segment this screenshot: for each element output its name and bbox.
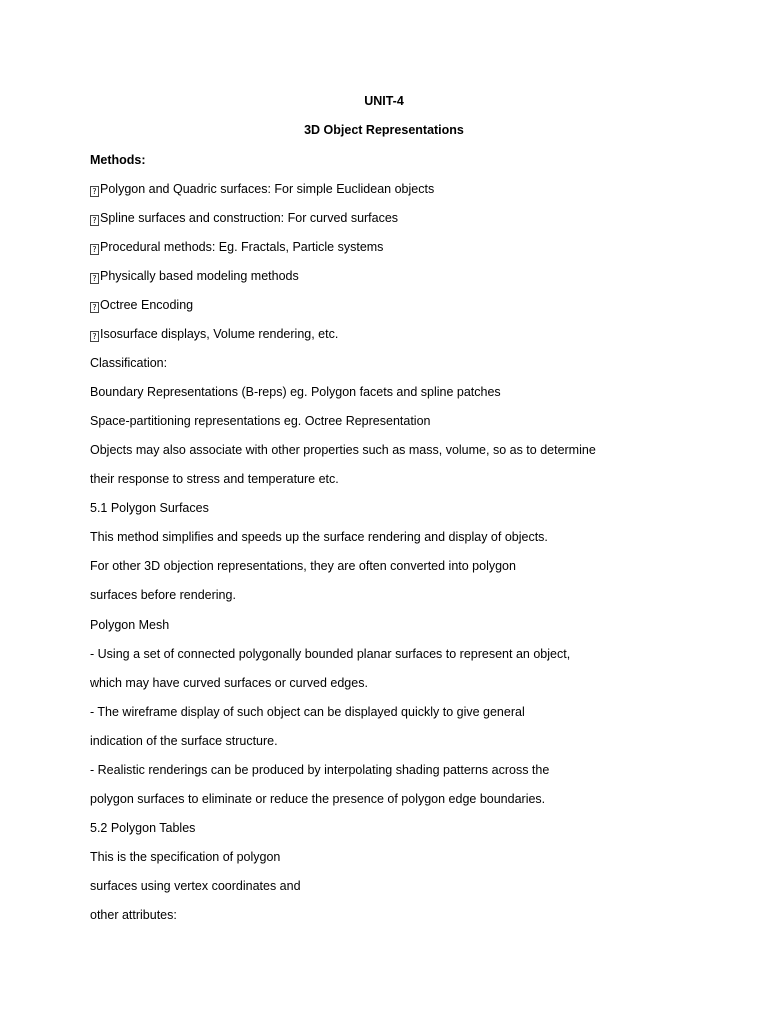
list-item-text: Procedural methods: Eg. Fractals, Particle systems	[100, 240, 384, 254]
paragraph-line: This method simplifies and speeds up the surface rendering and display of objects.	[90, 530, 548, 544]
paragraph-line: - The wireframe display of such object can be displayed quickly to give general	[90, 705, 525, 719]
paragraph-line: indication of the surface structure.	[90, 734, 278, 748]
list-item	[90, 239, 383, 255]
section-heading-5-2: 5.2 Polygon Tables	[90, 821, 196, 835]
bullet-icon: ?	[90, 244, 99, 255]
paragraph-line: - Using a set of connected polygonally bounded planar surfaces to represent an object,	[90, 647, 571, 661]
paragraph-line: Space-partitioning representations eg. Octree Representation	[90, 414, 431, 428]
section-heading-5-1: 5.1 Polygon Surfaces	[90, 501, 209, 515]
paragraph-line: their response to stress and temperature etc.	[90, 472, 339, 486]
paragraph-line: Objects may also associate with other properties such as mass, volume, so as to determine	[90, 443, 596, 457]
list-item	[90, 268, 299, 284]
paragraph-line: Boundary Representations (B-reps) eg. Polygon facets and spline patches	[90, 385, 501, 399]
polygon-mesh-heading: Polygon Mesh	[90, 618, 170, 632]
list-item-text: Physically based modeling methods	[100, 269, 299, 283]
list-item-text: Spline surfaces and construction: For curved surfaces	[100, 211, 399, 225]
paragraph-line: surfaces using vertex coordinates and	[90, 879, 301, 893]
list-item-text: Polygon and Quadric surfaces: For simple Euclidean objects	[100, 182, 435, 196]
methods-heading: Methods:	[90, 153, 146, 167]
bullet-icon: ?	[90, 302, 99, 313]
bullet-icon: ?	[90, 186, 99, 197]
list-item-text: Octree Encoding	[100, 298, 194, 312]
list-item-text: Isosurface displays, Volume rendering, etc.	[100, 327, 339, 341]
paragraph-line: For other 3D objection representations, they are often converted into polygon	[90, 559, 516, 573]
bullet-icon: ?	[90, 273, 99, 284]
paragraph-line: other attributes:	[90, 908, 177, 922]
paragraph-line: This is the specification of polygon	[90, 850, 281, 864]
list-item	[90, 181, 434, 197]
list-item	[90, 326, 338, 342]
bullet-icon: ?	[90, 215, 99, 226]
paragraph-line: - Realistic renderings can be produced by interpolating shading patterns across the	[90, 763, 550, 777]
bullet-icon: ?	[90, 331, 99, 342]
page-title: 3D Object Representations	[304, 123, 464, 137]
paragraph-line: which may have curved surfaces or curved edges.	[90, 676, 368, 690]
list-item	[90, 210, 398, 226]
paragraph-line: polygon surfaces to eliminate or reduce the presence of polygon edge boundaries.	[90, 792, 546, 806]
paragraph-line: surfaces before rendering.	[90, 588, 236, 602]
classification-heading: Classification:	[90, 356, 168, 370]
unit-heading: UNIT-4	[364, 94, 404, 108]
list-item	[90, 297, 193, 313]
